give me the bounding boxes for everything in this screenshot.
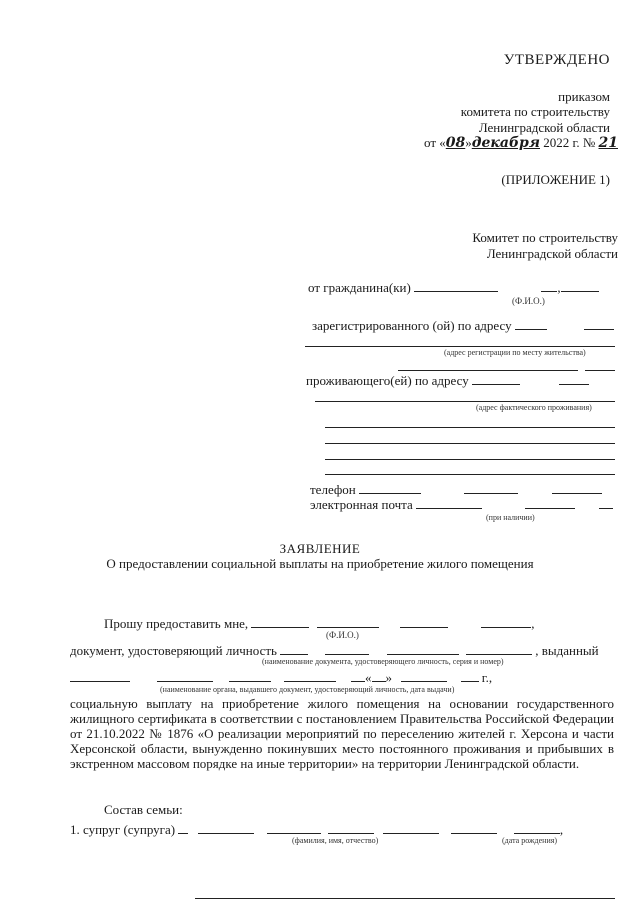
quote-close: » (385, 670, 392, 685)
approved-heading: УТВЕРЖДЕНО (503, 52, 610, 68)
ask-row: Прошу предоставить мне, , (104, 616, 535, 631)
issuer-field-3[interactable] (229, 670, 271, 682)
phone-field-2[interactable] (464, 482, 518, 494)
approval-committee-line1: комитета по строительству (460, 104, 610, 119)
spouse-row: 1. супруг (супруга) , (70, 822, 564, 837)
date-prefix: от « (424, 135, 446, 150)
doc-label: документ, удостоверяющий личность (70, 643, 277, 658)
request-fio-hint: (Ф.И.О.) (326, 630, 359, 640)
bottom-line[interactable] (195, 898, 615, 899)
ask-label: Прошу предоставить мне, (104, 616, 249, 631)
extra-line-2[interactable] (325, 443, 615, 444)
from-label: от гражданина(ки) (308, 280, 411, 295)
extra-line-3[interactable] (325, 459, 615, 460)
email-field-2[interactable] (525, 497, 575, 509)
spouse-field-1[interactable] (178, 822, 188, 834)
fio-field-part (541, 280, 557, 292)
date-year: 2022 г. № (543, 135, 596, 150)
birth-hint: (дата рождения) (502, 836, 558, 845)
phone-field-3[interactable] (552, 482, 602, 494)
email-field-3[interactable] (599, 497, 613, 509)
appendix-label: (ПРИЛОЖЕНИЕ 1) (501, 172, 610, 187)
issuer-field-2[interactable] (157, 670, 213, 682)
issuer-row (70, 670, 492, 686)
reg-address-field-2[interactable] (584, 318, 614, 330)
email-label: электронная почта (310, 497, 413, 512)
applicant-fio-field-4[interactable] (481, 616, 531, 628)
phone-field[interactable] (359, 482, 421, 494)
living-address-field[interactable] (472, 373, 520, 385)
applicant-fio-field[interactable] (251, 616, 309, 628)
reg-address-line-3b[interactable] (585, 370, 615, 371)
actual-address-hint: (адрес фактического проживания) (476, 403, 592, 412)
spouse-field-5[interactable] (383, 822, 439, 834)
date-mid: » (465, 135, 472, 150)
spouse-field-2[interactable] (198, 822, 254, 834)
email-field[interactable] (416, 497, 482, 509)
extra-line-1[interactable] (325, 427, 615, 428)
statement-title: ЗАЯВЛЕНИЕ (279, 541, 361, 556)
issue-day-blank[interactable] (351, 670, 365, 682)
name-hint: (фамилия, имя, отчество) (292, 836, 379, 845)
applicant-fio-field-2[interactable] (317, 616, 379, 628)
extra-line-4[interactable] (325, 474, 615, 475)
year-suffix: г., (481, 670, 493, 685)
doc-field-2[interactable] (325, 643, 369, 655)
registered-label: зарегистрированного (ой) по адресу (312, 318, 512, 333)
issued-label: , выданный (535, 643, 599, 658)
addressee-line2: Ленинградской области (486, 246, 618, 261)
living-row (306, 373, 589, 389)
spouse-field-4[interactable] (328, 822, 374, 834)
issue-month-field[interactable] (401, 670, 447, 682)
reg-address-line-3[interactable] (398, 370, 578, 371)
doc-field-1[interactable] (280, 643, 308, 655)
doc-field-4[interactable] (466, 643, 532, 655)
date-number: 21 (598, 135, 618, 151)
reg-address-line-2[interactable] (305, 346, 615, 347)
date-month: декабря (471, 135, 540, 151)
registered-row (312, 318, 614, 334)
email-row (310, 497, 613, 513)
fio-field[interactable] (414, 280, 498, 292)
addressee-line1: Комитет по строительству (472, 230, 618, 245)
issue-day-field[interactable] (372, 670, 386, 682)
approval-date-line (424, 135, 618, 151)
statement-subtitle: О предоставлении социальной выплаты на приобретение жилого помещения (106, 556, 534, 571)
approval-order: приказом (558, 89, 610, 104)
issuer-hint: (наименование органа, выдавшего документ, удостоверяющий личность, дата выдачи) (160, 685, 455, 694)
approval-committee-line2: Ленинградской области (478, 120, 610, 135)
date-day: 08 (445, 135, 466, 151)
phone-row (310, 482, 602, 498)
from-citizen-row: от гражданина(ки) , (308, 280, 599, 296)
fio-field-end[interactable] (561, 280, 599, 292)
applicant-fio-field-3[interactable] (400, 616, 448, 628)
spouse-field-3[interactable] (267, 822, 321, 834)
issuer-field-1[interactable] (70, 670, 130, 682)
reg-address-field[interactable] (515, 318, 547, 330)
phone-label: телефон (310, 482, 356, 497)
spouse-label: 1. супруг (супруга) (70, 822, 176, 837)
spouse-birth-field[interactable] (451, 822, 497, 834)
issue-year-field[interactable] (461, 670, 479, 682)
family-title: Состав семьи: (104, 802, 183, 817)
issuer-field-4[interactable] (284, 670, 336, 682)
reg-address-hint: (адрес регистрации по месту жительства) (444, 348, 586, 357)
spouse-birth-field-2[interactable] (514, 822, 560, 834)
request-paragraph: социальную выплату на приобретение жилого помещения на основании государственного жилищного сертификата в соответствии с постановлением Правительства Российской Федерации от 21.10.2022 № 1876 «О реализации мероприятий по переселению жителей г. Херсона и части Херсонской области, вынужденно покинувших место постоянного проживания и прибывших в экстренном массовом порядке на иные территории» на территории Ленинградской области. (70, 696, 614, 771)
living-label: проживающего(ей) по адресу (306, 373, 469, 388)
fio-hint: (Ф.И.О.) (512, 296, 545, 306)
doc-field-3[interactable] (387, 643, 459, 655)
doc-hint: (наименование документа, удостоверяющего личность, серия и номер) (262, 657, 504, 666)
quote-open: « (365, 670, 372, 685)
if-any-hint: (при наличии) (486, 513, 535, 522)
living-address-field-2[interactable] (559, 373, 589, 385)
living-address-line-2[interactable] (315, 401, 615, 402)
